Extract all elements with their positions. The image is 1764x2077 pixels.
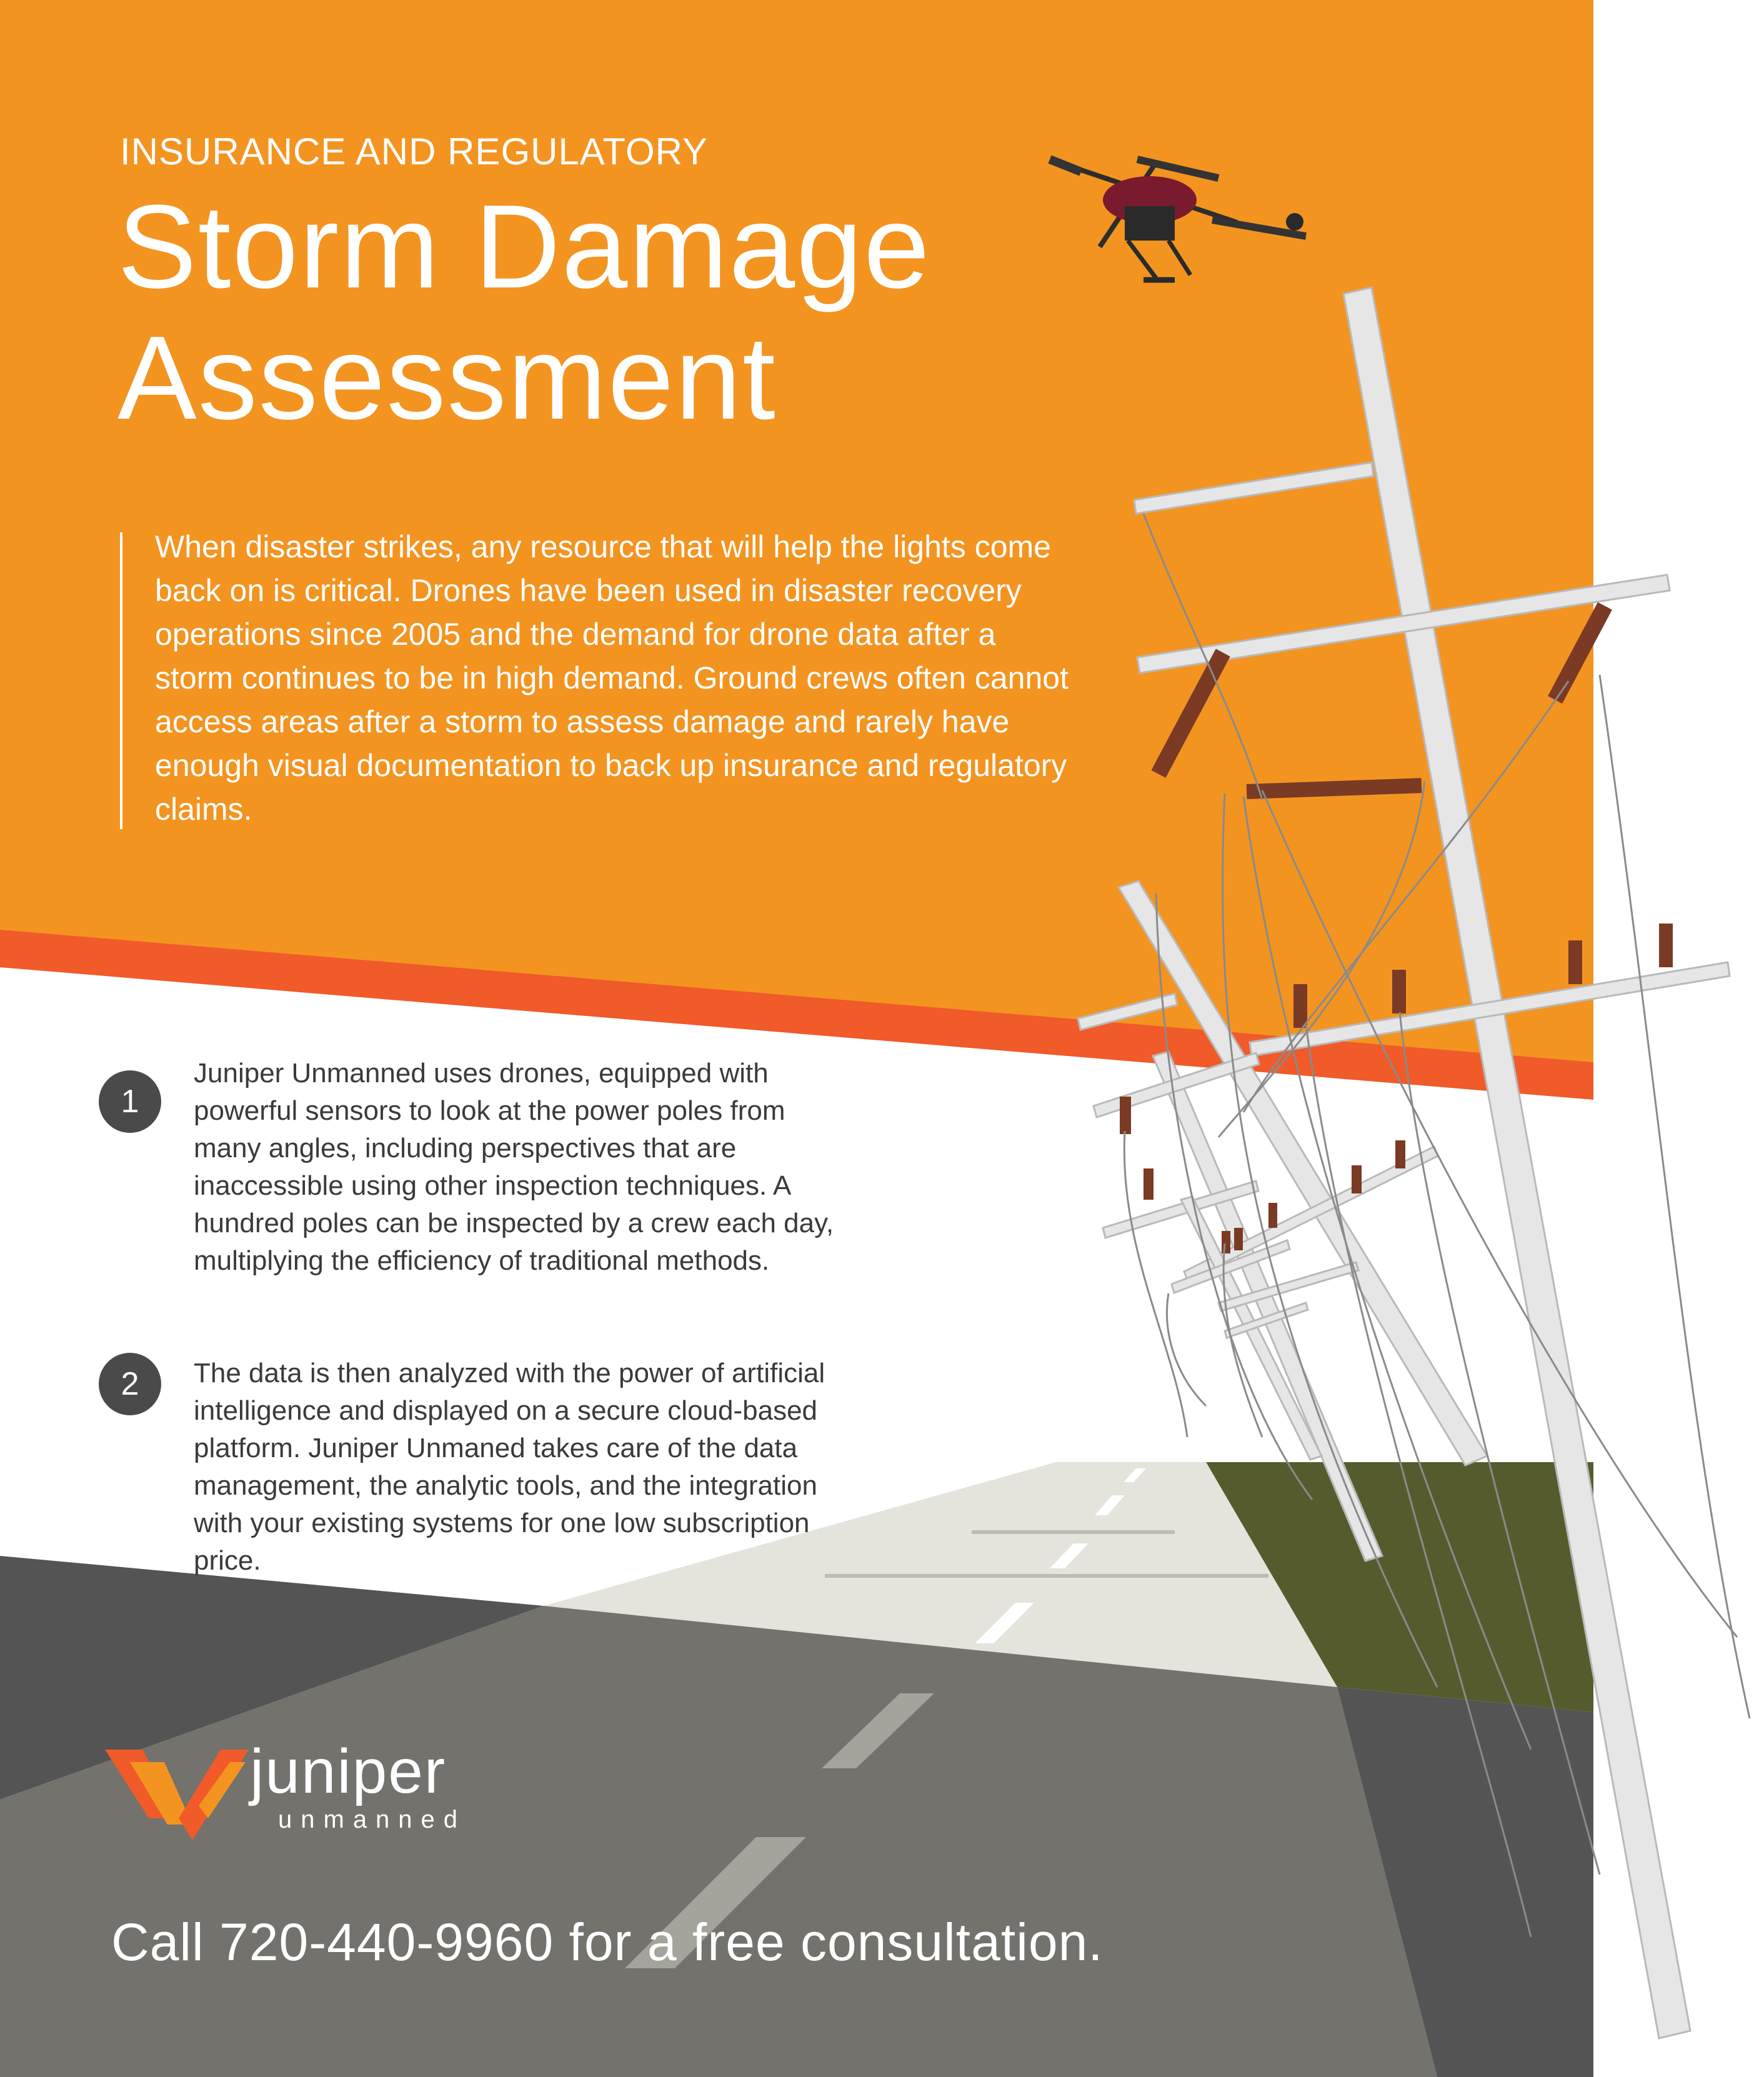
call-to-action: Call 720-440-9960 for a free consultation. — [111, 1913, 1104, 1971]
step-2-text: The data is then analyzed with the power of artificial intelligence and displayed on a secure cloud-based platform. Juniper Unmaned takes care of the data management, the analytic tools, and the integration with your existing systems for one low subscription price. — [194, 1358, 825, 1576]
brand-tagline: unmanned — [278, 1806, 467, 1833]
title-line-1: Storm Damage — [117, 181, 931, 313]
section-kicker: INSURANCE AND REGULATORY — [120, 131, 708, 172]
page-title — [117, 181, 931, 444]
intro-accent-bar — [120, 532, 122, 829]
step-1-badge: 1 — [99, 1070, 161, 1133]
intro-paragraph: When disaster strikes, any resource that will help the lights come back on is critical. Drones have been used in disaster recovery operations since 2005 and the demand for drone data after a storm continues to be in high demand. Ground crews often cannot access areas after a storm to assess damage and rarely have enough visual documentation to back up insurance and regulatory claims. — [155, 529, 1069, 827]
title-line-2: Assessment — [117, 312, 777, 444]
step-2-badge: 2 — [99, 1353, 161, 1415]
step-1-text: Juniper Unmanned uses drones, equipped with powerful sensors to look at the power poles from many angles, including perspectives that are inaccessible using other inspection techniques. A hundred poles can be inspected by a crew each day, multiplying the efficiency of traditional methods. — [194, 1058, 834, 1276]
brand-name: juniper — [250, 1736, 447, 1806]
